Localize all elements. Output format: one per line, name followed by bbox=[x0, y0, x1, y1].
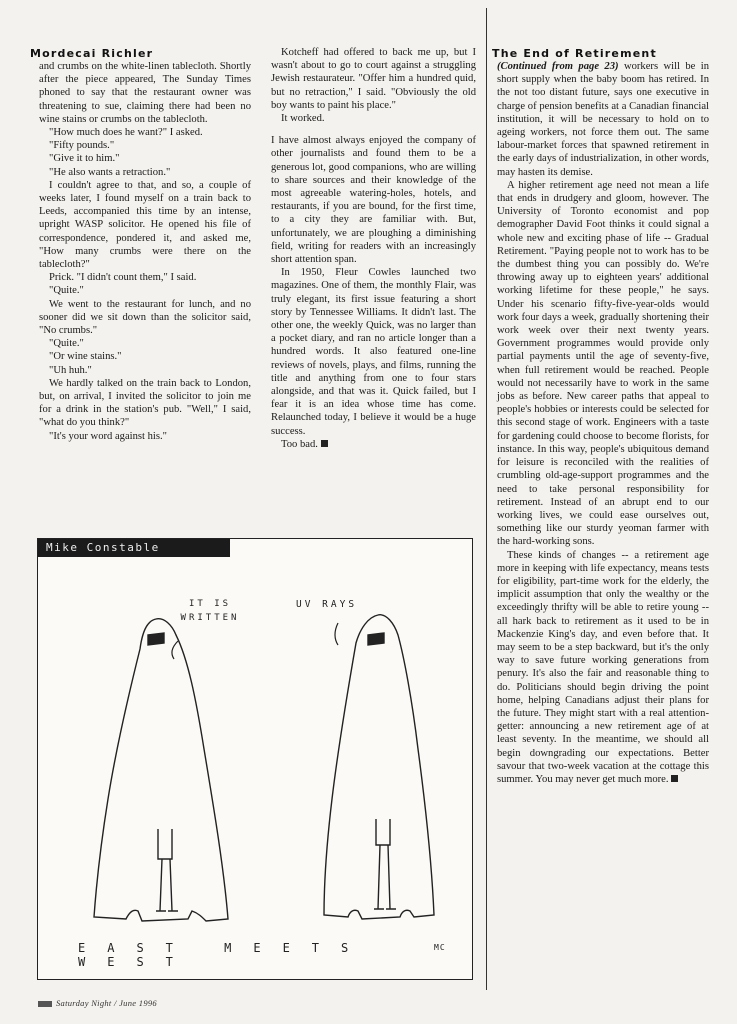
paragraph bbox=[497, 549, 709, 787]
cartoon-caption: EAST MEETS WEST bbox=[78, 941, 371, 969]
paragraph-text: These kinds of changes -- a retirement age more in keeping with life expectancy, means tests for eligibility, part-time work for the elderly, the implicit assumption that only the wealthy or the exceedingly thrifty will be able to retire young -- all hark back to retirement as it used to be in Mackenzie King's day, and even before that. It may seem to be a step backward, but it's the only way to save future working generations from penury. It's also the fair and reasonable thing to do. Politicians should begin driving the point home, helping Canadians adjust their plans for the future. They might start with a real attention-getter: announcing a new retirement age of at least seventy. In the meantime, we should all begin downgrading our expectations. Better savour that two-week vacation at the cottage this summer. You may never get much more. bbox=[497, 549, 709, 785]
continued-note: (Continued from page 23) bbox=[497, 61, 619, 72]
dialogue: "Or wine stains." bbox=[49, 351, 122, 363]
end-text: Too bad. bbox=[281, 438, 318, 450]
dialogue: "Fifty pounds." bbox=[49, 140, 115, 152]
right-speech-mark bbox=[335, 623, 338, 645]
paragraph: Kotcheff had offered to back me up, but I wasn't about to go to court against a struggling Jewish restaurateur. "Offer him a hundred quid, but no retraction," I said. "Obviously the old boy wants to paint his place." bbox=[271, 47, 476, 111]
header-author: Mordecai Richler bbox=[30, 47, 154, 60]
paragraph: We went to the restaurant for lunch, and no sooner did we sit down than the solicitor said, "No crumbs." bbox=[39, 298, 251, 337]
artist-signature: MC bbox=[434, 943, 446, 952]
header-title: The End of Retirement bbox=[492, 47, 657, 60]
column-divider bbox=[486, 8, 487, 990]
dialogue: "Quite." bbox=[49, 338, 84, 350]
illustrator-credit: Mike Constable bbox=[46, 541, 160, 554]
column-2 bbox=[271, 46, 476, 451]
column-1 bbox=[39, 60, 251, 443]
right-veiled-figure bbox=[324, 615, 434, 919]
page-footer bbox=[38, 998, 157, 1008]
paragraph: I couldn't agree to that, and so, a couple of weeks later, I found myself on a train back to Leeds, accompanied this time by an intense, upright WASP solicitor. He opened his file of correspondence, pondered it, and asked me, "How many crumbs were there on the tablecloth?" bbox=[39, 179, 251, 271]
cartoon-illustration bbox=[37, 538, 473, 980]
end-mark-icon bbox=[671, 775, 678, 782]
right-speech-text: UV RAYS bbox=[296, 599, 358, 610]
paragraph bbox=[497, 60, 709, 179]
paragraph: A higher retirement age need not mean a life that ends in drudgery and gloom, however. The University of Toronto economist and pop demographer David Foot thinks it could signal a whole new and exciting phase of life -- Gradual Retirement. "Paying people not to work has to be the dumbest thing you can possibly do. We're throwing away up to eighteen years' additional working lifetime for these people," he says. Under his scenario fifty-five-year-olds would work four days a week, gradually shortening their work week over their next twenty years. Government programmes would provide only partial payments until the age of seventy-five, when full retirement would be reached. People would not necessarily have to work in the same jobs as before. New career paths that appeal to people's hobbies or interests could be selected for this second stage of work. Engineers with a taste for gardening could choose to become florists, for instance. In this way, people's ubiquitous demand for leisure is reconciled with the realities of crumbling old-age-support programmes and the need to take personal responsibility for retirement. Instead of an abrupt end to our working lives, we could ease ourselves out, something like our sturdy yeoman farmer with the hard-working sons. bbox=[497, 179, 709, 548]
paragraph-text: workers will be in short supply when the baby boom has retired. In the not too distant future, says one executive in charge of pension benefits at a Canadian financial institution, it will be necessary to hold on to ageing workers, not force them out. The same labour-market forces that spawned retirement in the early days of industrialization, in other words, may hasten its demise. bbox=[497, 61, 709, 178]
dialogue: "It's your word against his." bbox=[49, 430, 167, 442]
page-number-icon bbox=[38, 1001, 52, 1007]
column-3 bbox=[497, 60, 709, 786]
paragraph: In 1950, Fleur Cowles launched two magazines. One of them, the monthly Flair, was truly elegant, its first issue featuring a short story by Tennessee Williams. It didn't last. The other one, the weekly Quick, was no larger than a pocket diary, and ran no article longer than a hundred words. It also featured one-line reviews of novels, plays, and films, running the title and anything from one to four stars alongside, and that was it. Quick failed, but I fear it is an idea whose time has come. Relaunched today, I believe it would be a huge success. bbox=[271, 267, 476, 437]
left-speech-mark bbox=[172, 641, 178, 659]
dialogue: "How much does he want?" I asked. bbox=[49, 127, 203, 139]
paragraph bbox=[271, 438, 476, 451]
dialogue: Prick. "I didn't count them," I said. bbox=[49, 272, 197, 284]
paragraph: It worked. bbox=[281, 113, 325, 125]
paragraph: and crumbs on the white-linen tablecloth. Shortly after the piece appeared, The Sunday Times phoned to say that the restaurant owner was threatening to sue, claiming there had been no wine stains or crumbs on the tablecloth. bbox=[39, 61, 251, 125]
paragraph: We hardly talked on the train back to London, but, on arrival, I invited the solicitor to join me for a drink in the station's pub. "Well," I said, "what do you think?" bbox=[39, 377, 251, 429]
dialogue: "Quite." bbox=[49, 285, 84, 297]
left-speech-text: IT IS WRITTEN bbox=[180, 599, 240, 623]
left-veiled-figure bbox=[94, 619, 228, 921]
cartoon-drawing bbox=[38, 539, 472, 979]
footer-text: Saturday Night / June 1996 bbox=[56, 998, 157, 1008]
dialogue: "Give it to him." bbox=[49, 153, 120, 165]
dialogue: "Uh huh." bbox=[49, 364, 92, 376]
paragraph: I have almost always enjoyed the company of other journalists and found them to be a generous lot, good companions, who are willing to share sources and their knowledge of the most agreeable watering-holes, hotels, and restaurants, if you are bound, for the first time, to a city they are familiar with. But, unfortunately, we are ploughing a diminishing field, writing for readers with an increasingly short attention span. bbox=[271, 135, 476, 266]
end-mark-icon bbox=[321, 440, 328, 447]
dialogue: "He also wants a retraction." bbox=[49, 166, 171, 178]
